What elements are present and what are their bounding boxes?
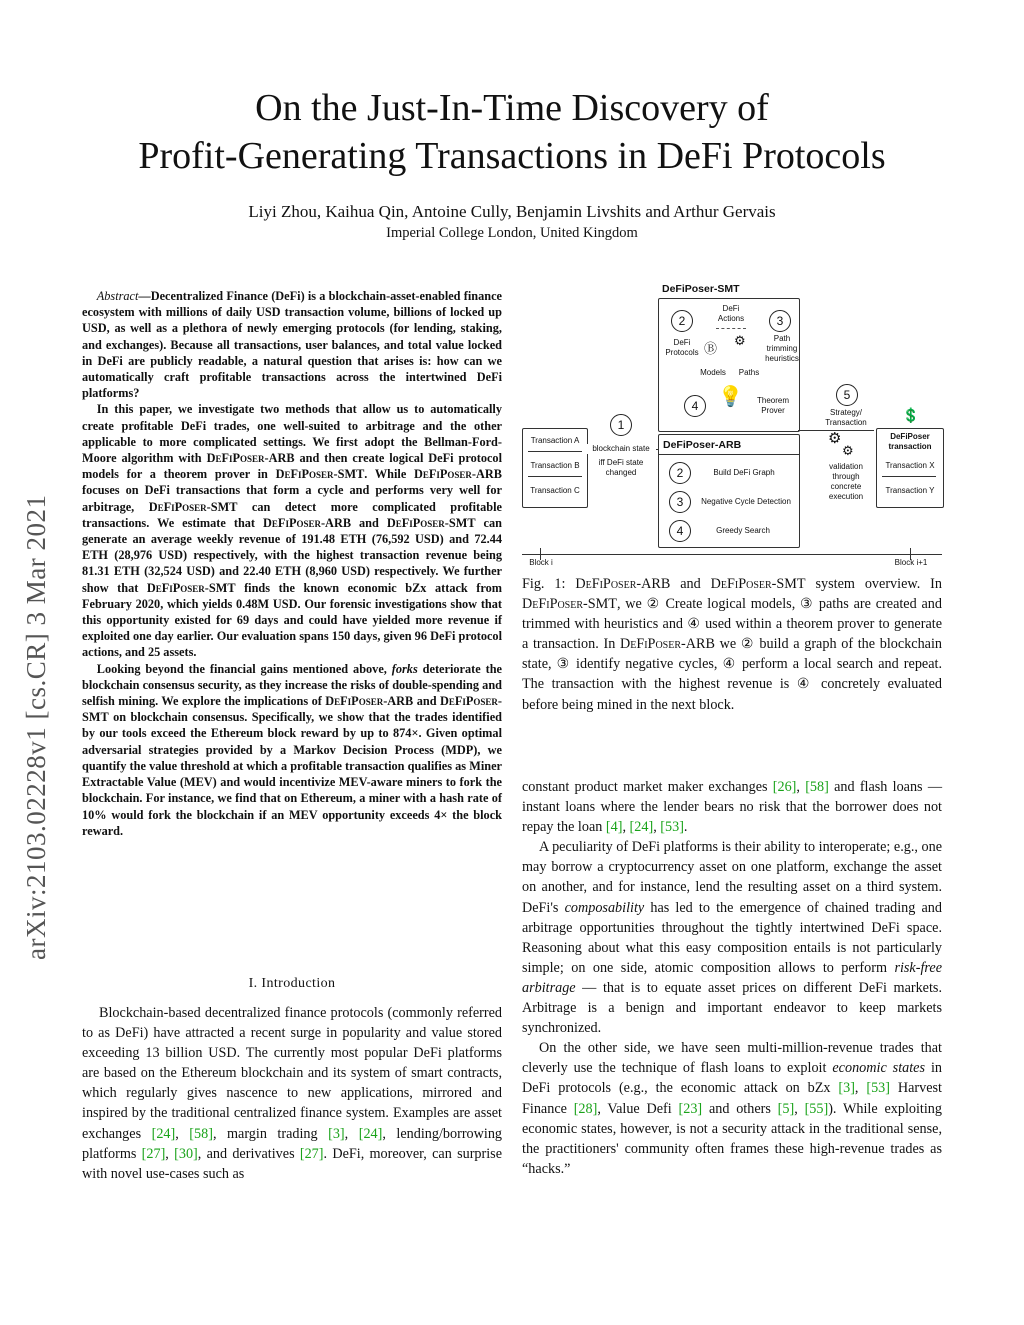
strategy-label: Strategy/ Transaction: [825, 408, 867, 427]
gear-icon: ⚙: [828, 430, 842, 447]
title-line-1: On the Just-In-Time Discovery of: [255, 87, 769, 129]
step-5-marker: 5: [836, 384, 858, 406]
citation-link[interactable]: [3]: [328, 1125, 345, 1142]
tx-b-label: Transaction B: [530, 461, 580, 470]
citation-link[interactable]: [53]: [660, 819, 684, 836]
timeline-axis: [522, 554, 942, 555]
right-p1: constant product market maker exchanges [26], [58] and flash loans — instant loans where the lender bears no risk that the borrower does not repay the loan [4], [24], [53].: [522, 779, 943, 836]
arxiv-identifier: arXiv:2103.02228v1 [cs.CR] 3 Mar 2021: [21, 494, 51, 960]
path-trimming-label: Path trimming heuristics: [765, 334, 799, 363]
citation-link[interactable]: [27]: [141, 1145, 166, 1162]
negative-cycle-label: Negative Cycle Detection: [701, 497, 791, 506]
intro-p1: Blockchain-based decentralized finance protocols (commonly referred to as DeFi) have attracted a recent surge in popularity and value stored exceeding 13 billion USD. The currently most popular DeFi platforms are based on the Ethereum blockchain and its system of smart contracts, which regularly gives nascence to new applications, mirrored and inspired by the traditional centralized finance system. Examples are asset exchanges [24], [58], margin trading [3], [24], lending/borrowing platforms [27], [30], and derivatives [27]. DeFi, moreover, can surprise with novel use-cases such as: [82, 1005, 503, 1182]
arb-title-divider: [658, 454, 799, 455]
tx-a-label: Transaction A: [530, 436, 580, 445]
smt-title: DeFiPoser-SMT: [662, 283, 740, 295]
flow-arrow: [798, 430, 874, 431]
citation-link[interactable]: [30]: [174, 1145, 198, 1162]
citation-link[interactable]: [23]: [678, 1100, 703, 1117]
title-line-2: Profit-Generating Transactions in DeFi Protocols: [138, 135, 886, 177]
citation-link[interactable]: [4]: [605, 819, 623, 836]
citation-link[interactable]: [53]: [866, 1080, 890, 1097]
money-icon: 💲: [902, 407, 920, 423]
introduction-text: [82, 1003, 502, 1184]
abstract-p2: In this paper, we investigate two methods that allow us to automatically create profitable DeFi trades, one well-suited to arbitrage and the other applicable to more complicated settings. We first adopt the Bellman-Ford-Moore algorithm with DeFiPoser-ARB and then create logical DeFi protocol models for a theorem prover in DeFiPoser-SMT. While DeFiPoser-ARB focuses on DeFi transactions that form a cycle and performs very well for arbitrage, DeFiPoser-SMT can detect more complicated profitable transactions. We estimate that DeFiPoser-ARB and DeFiPoser-SMT can generate an average weekly revenue of 191.48 ETH (76,592 USD) and 72.44 ETH (28,976 USD) respectively, with the highest transaction revenue being 81.31 ETH (32,524 USD) and 22.40 ETH (8,960 USD) respectively. We further show that DeFiPoser-SMT finds the known economic bZx attack from February 2020, which yields 0.48M USD. Our forensic investigations show that this opportunity existed for 69 days and could have yielded more revenue if exploited one day earlier. Our evaluation spans 150 days, given 96 DeFi protocol actions, and 25 assets.: [82, 402, 503, 660]
blockchain-state-label: blockchain state: [586, 444, 656, 454]
step-1-marker: 1: [610, 414, 632, 436]
coin-icon: Ⓑ: [704, 341, 718, 356]
right-column-text: [522, 777, 942, 1179]
defi-protocols-label: DeFi Protocols: [665, 338, 699, 357]
arb-title: DeFiPoser-ARB: [663, 439, 742, 451]
tx-c-label: Transaction C: [530, 486, 580, 495]
greedy-search-label: Greedy Search: [716, 526, 770, 535]
step-2-marker: 2: [671, 310, 693, 332]
actions-icon: ⚙: [734, 333, 746, 348]
build-graph-label: Build DeFi Graph: [713, 468, 775, 477]
figure-caption: Fig. 1: DeFiPoser-ARB and DeFiPoser-SMT system overview. In DeFiPoser-SMT, we ② Create logical models, ③ paths are created and trimmed with heuristics and ④ used within a theorem prover to generate a transaction. In DeFiPoser-ARB we ② build a graph of the blockchain state, ③ identify negative cycles, ④ perform a local search and repeat. The transaction with the highest revenue is ④ concretely evaluated before being mined in the next block.: [522, 576, 943, 713]
citation-link[interactable]: [58]: [189, 1125, 213, 1142]
validation-label: validation through concrete execution: [828, 462, 864, 501]
citation-link[interactable]: [27]: [299, 1145, 324, 1162]
abstract: [82, 288, 502, 839]
models-label: Models: [700, 368, 726, 377]
tx-divider: [528, 476, 582, 477]
arb-step-2-marker: 2: [669, 462, 691, 484]
citation-link[interactable]: [3]: [838, 1080, 855, 1097]
right-p2: A peculiarity of DeFi platforms is their ability to interoperate; e.g., one may borrow a cryptocurrency asset on one platform, exchange the asset on another, and for instance, lend the resulting asset on a third system. DeFi's composability has led to the emergence of chained trading and arbitrage opportunities throughout the tightly intertwined DeFi space. Reasoning about what this easy composition entails is not particularly simple; on one side, atomic composition allows to perform risk-free arbitrage — that is to equate asset prices on different DeFi markets. Arbitrage is a benign and important endeavor to keep markets synchronized.: [522, 839, 942, 1037]
step-3-marker: 3: [769, 310, 791, 332]
arb-step-3-marker: 3: [669, 491, 691, 513]
citation-link[interactable]: [28]: [573, 1100, 598, 1117]
citation-link[interactable]: [24]: [151, 1125, 176, 1142]
citation-link[interactable]: [5]: [777, 1100, 795, 1117]
tx-divider: [882, 476, 936, 477]
affiliation: Imperial College London, United Kingdom: [386, 225, 638, 241]
abstract-p3: Looking beyond the financial gains mentioned above, forks deteriorate the blockchain consensus security, as they increase the risks of double-spending and selfish mining. We explore the implications of DeFiPoser-ARB and DeFiPoser-SMT on blockchain consensus. Specifically, we show that the trades identified by our tools exceed the Ethereum block reward by up to 874×. Given optimal adversarial strategies provided by a Markov Decision Process (MDP), we quantify the value threshold at which a profitable transaction qualifies as Miner Extractable Value (MEV) and would incentivize MEV-aware miners to fork the blockchain. For instance, we find that on Ethereum, a miner with a hash rate of 10% would fork the blockchain if an MEV opportunity exceeds 4× the block reward.: [82, 661, 502, 838]
authors: Liyi Zhou, Kaihua Qin, Antoine Cully, Benjamin Livshits and Arthur Gervais: [248, 202, 776, 221]
theorem-prover-label: Theorem Prover: [756, 396, 789, 415]
block-i-label: Block i: [529, 558, 553, 567]
right-p3: On the other side, we have seen multi-million-revenue trades that cleverly use the technique of flash loans to exploit economic states in DeFi protocols (e.g., the economic attack on bZx [3], [53] Harvest Finance [28], Value Defi [23] and others [5], [55]). While exploiting economic states, however, is not a security attack in the traditional sense, the practitioners' community often frames these high-revenue trades as “hacks.”: [522, 1040, 943, 1177]
citation-link[interactable]: [58]: [805, 779, 829, 795]
abstract-p1: Abstract—Decentralized Finance (DeFi) is a blockchain-asset-enabled finance ecosystem with millions of daily USD transaction volume, billions of locked up USD, as well as a plethora of newly emerging protocols (for lending, staking, and exchanges). Because all transactions, user balances, and total value locked in DeFi are publicly readable, a natural question that arises is: how can we automatically craft profitable transactions across the intertwined DeFi platforms?: [82, 289, 502, 401]
citation-link[interactable]: [24]: [629, 819, 654, 836]
figure-system-overview: [518, 282, 948, 572]
lightbulb-icon: 💡: [718, 386, 743, 408]
arb-step-4-marker: 4: [669, 520, 691, 542]
defi-actions-label: DeFi Actions: [717, 304, 745, 323]
step-4-marker: 4: [684, 395, 706, 417]
citation-link[interactable]: [55]: [804, 1100, 829, 1117]
citation-link[interactable]: [26]: [772, 779, 797, 795]
citation-link[interactable]: [24]: [358, 1125, 383, 1142]
defiposer-tx-label: DeFiPoser transaction: [888, 432, 932, 451]
tx-divider: [528, 451, 582, 452]
paths-label: Paths: [738, 368, 760, 377]
paper-title: [0, 84, 1024, 180]
tx-y-label: Transaction Y: [885, 486, 935, 495]
tx-x-label: Transaction X: [885, 461, 935, 470]
section-heading-introduction: I. Introduction: [248, 976, 336, 991]
abstract-lead: Abstract: [96, 289, 139, 303]
iff-changed-label: iff DeFi state changed: [598, 458, 644, 477]
block-i1-label: Block i+1: [894, 558, 928, 567]
dashed-connector: [716, 328, 746, 329]
gear-icon: ⚙: [842, 443, 854, 458]
